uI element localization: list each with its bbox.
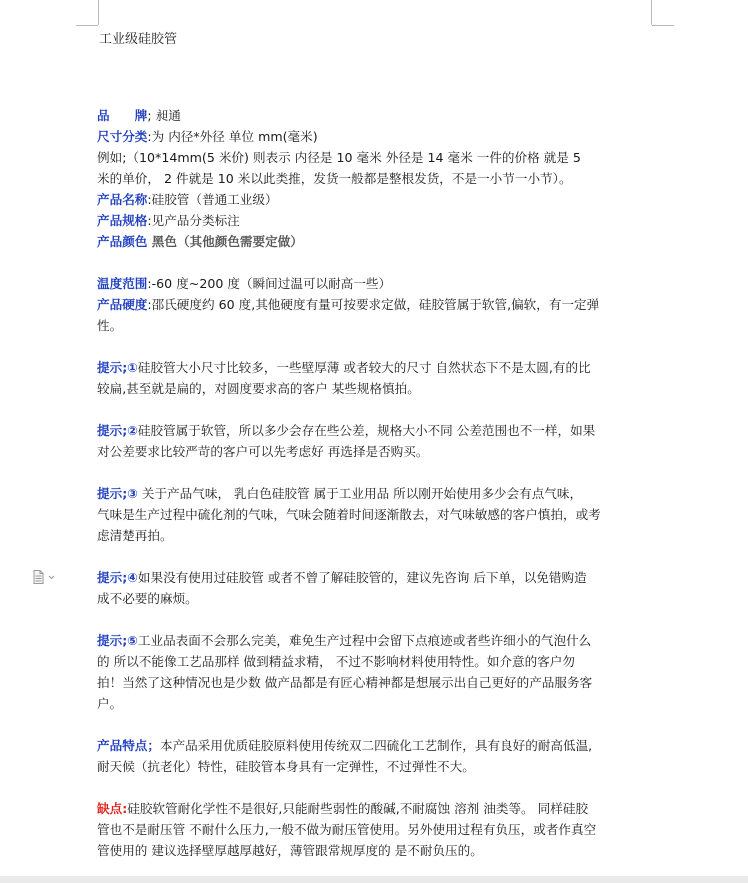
page-corner-mark — [651, 0, 652, 25]
tip1-line: 较扁,甚至就是扁的，对圆度要求高的客户 某些规格慎拍。 — [97, 381, 420, 396]
tip1-label: 提示;① — [97, 360, 138, 375]
tip5-line: 户。 — [97, 696, 123, 711]
color-label: 产品颜色 — [97, 234, 148, 249]
spec-value: :见产品分类标注 — [147, 213, 240, 228]
tip5-line: 拍！当然了这种情况也是少数 做产品都是有匠心精神都是想展示出自己更好的产品服务客 — [97, 675, 593, 690]
tip1-text: 硅胶管大小尺寸比较多，一些壁厚薄 或者较大的尺寸 自然状态下不是太圆,有的比 — [137, 360, 591, 375]
tip2-text: 硅胶管属于软管，所以多少会存在些公差，规格大小不同 公差范围也不一样，如果 — [137, 423, 596, 438]
feature-text: 本产品采用优质硅胶原料使用传统双二四硫化工艺制作，具有良好的耐高低温, — [159, 738, 593, 753]
temp-label: 温度范围 — [97, 276, 148, 291]
tip2-label: 提示;② — [97, 423, 138, 438]
defect-line: 管也不是耐压管 不耐什么压力,一般不做为耐压管使用。另外使用过程有负压，或者作真空 — [97, 822, 597, 837]
tip3-line — [97, 483, 657, 504]
spec-label: 产品规格 — [97, 213, 148, 228]
tip2-line — [97, 420, 657, 441]
tip5-label: 提示;⑤ — [97, 633, 138, 648]
document-icon[interactable] — [33, 570, 59, 584]
size-value: :为 内径*外径 单位 mm(毫米) — [147, 129, 318, 144]
example-line: 米的单价， 2 件就是 10 米以此类推，发货一般都是整根发货，不是一小节一小节）。 — [97, 171, 572, 186]
tip5-line — [97, 630, 657, 651]
tip2-line: 对公差要求比较严苛的客户可以先考虑好 再选择是否购买。 — [97, 444, 429, 459]
tip4-text: 如果没有使用过硅胶管 或者不曾了解硅胶管的，建议先咨询 后下单，以免错购造 — [137, 570, 587, 585]
hardness-label: 产品硬度 — [97, 297, 148, 312]
brand-line — [97, 105, 657, 126]
defect-label: 缺点: — [97, 801, 128, 816]
hardness-line — [97, 294, 657, 315]
hardness-line: 性。 — [97, 318, 123, 333]
tip3-label: 提示;③ — [97, 486, 138, 501]
tip4-line: 成不必要的麻烦。 — [97, 591, 198, 606]
name-label: 产品名称 — [97, 192, 148, 207]
tip3-text: 关于产品气味， 乳白色硅胶管 属于工业用品 所以刚开始使用多少会有点气味， — [137, 486, 583, 501]
page-corner-mark — [98, 0, 99, 25]
hardness-value: :邵氏硬度约 60 度,其他硬度有量可按要求定做，硅胶管属于软管,偏软，有一定弹 — [147, 297, 600, 312]
name-line — [97, 189, 657, 210]
page-corner-mark — [76, 25, 98, 26]
defect-line: 管使用的 建议选择壁厚越厚越好，薄管跟常规厚度的 是不耐负压的。 — [97, 843, 483, 858]
example-line: 例如;（10*14mm(5 米价) 则表示 内径是 10 毫米 外径是 14 毫米 一件的价格 就是 5 — [97, 150, 581, 165]
color-line — [97, 231, 657, 252]
temp-line — [97, 273, 657, 294]
page-bottom-edge — [0, 876, 748, 883]
name-value: :硅胶管（普通工业级） — [147, 192, 278, 207]
tip5-line: 的 所以不能像工艺品那样 做到精益求精， 不过不影响材料使用特性。如介意的客户勿 — [97, 654, 575, 669]
feature-line — [97, 735, 657, 756]
tip4-line — [97, 567, 657, 588]
color-value: 黑色（其他颜色需要定做） — [147, 234, 303, 249]
feature-label: 产品特点； — [97, 738, 160, 753]
defect-text: 硅胶软管耐化学性不是很好,只能耐些弱性的酸碱,不耐腐蚀 溶剂 油类等。 同样硅胶 — [127, 801, 589, 816]
page-header: 工业级硅胶管 — [99, 32, 178, 47]
spec-line — [97, 210, 657, 231]
document-body — [97, 105, 657, 861]
tip3-line: 虑清楚再拍。 — [97, 528, 173, 543]
tip4-label: 提示;④ — [97, 570, 138, 585]
feature-line: 耐天候（抗老化）特性，硅胶管本身具有一定弹性，不过弹性不大。 — [97, 759, 475, 774]
brand-value: ; 昶通 — [147, 108, 181, 123]
defect-line — [97, 798, 657, 819]
tip5-text: 工业品表面不会那么完美，难免生产过程中会留下点痕迹或者些许细小的气泡什么 — [137, 633, 592, 648]
size-label: 尺寸分类 — [97, 129, 148, 144]
temp-value: :-60 度~200 度（瞬间过温可以耐高一些） — [147, 276, 392, 291]
tip3-line: 气味是生产过程中硫化剂的气味，气味会随着时间逐渐散去，对气味敏感的客户慎拍，或考 — [97, 507, 601, 522]
page-corner-mark — [652, 25, 674, 26]
brand-label: 品 牌 — [97, 108, 148, 123]
tip1-line — [97, 357, 657, 378]
size-line — [97, 126, 657, 147]
